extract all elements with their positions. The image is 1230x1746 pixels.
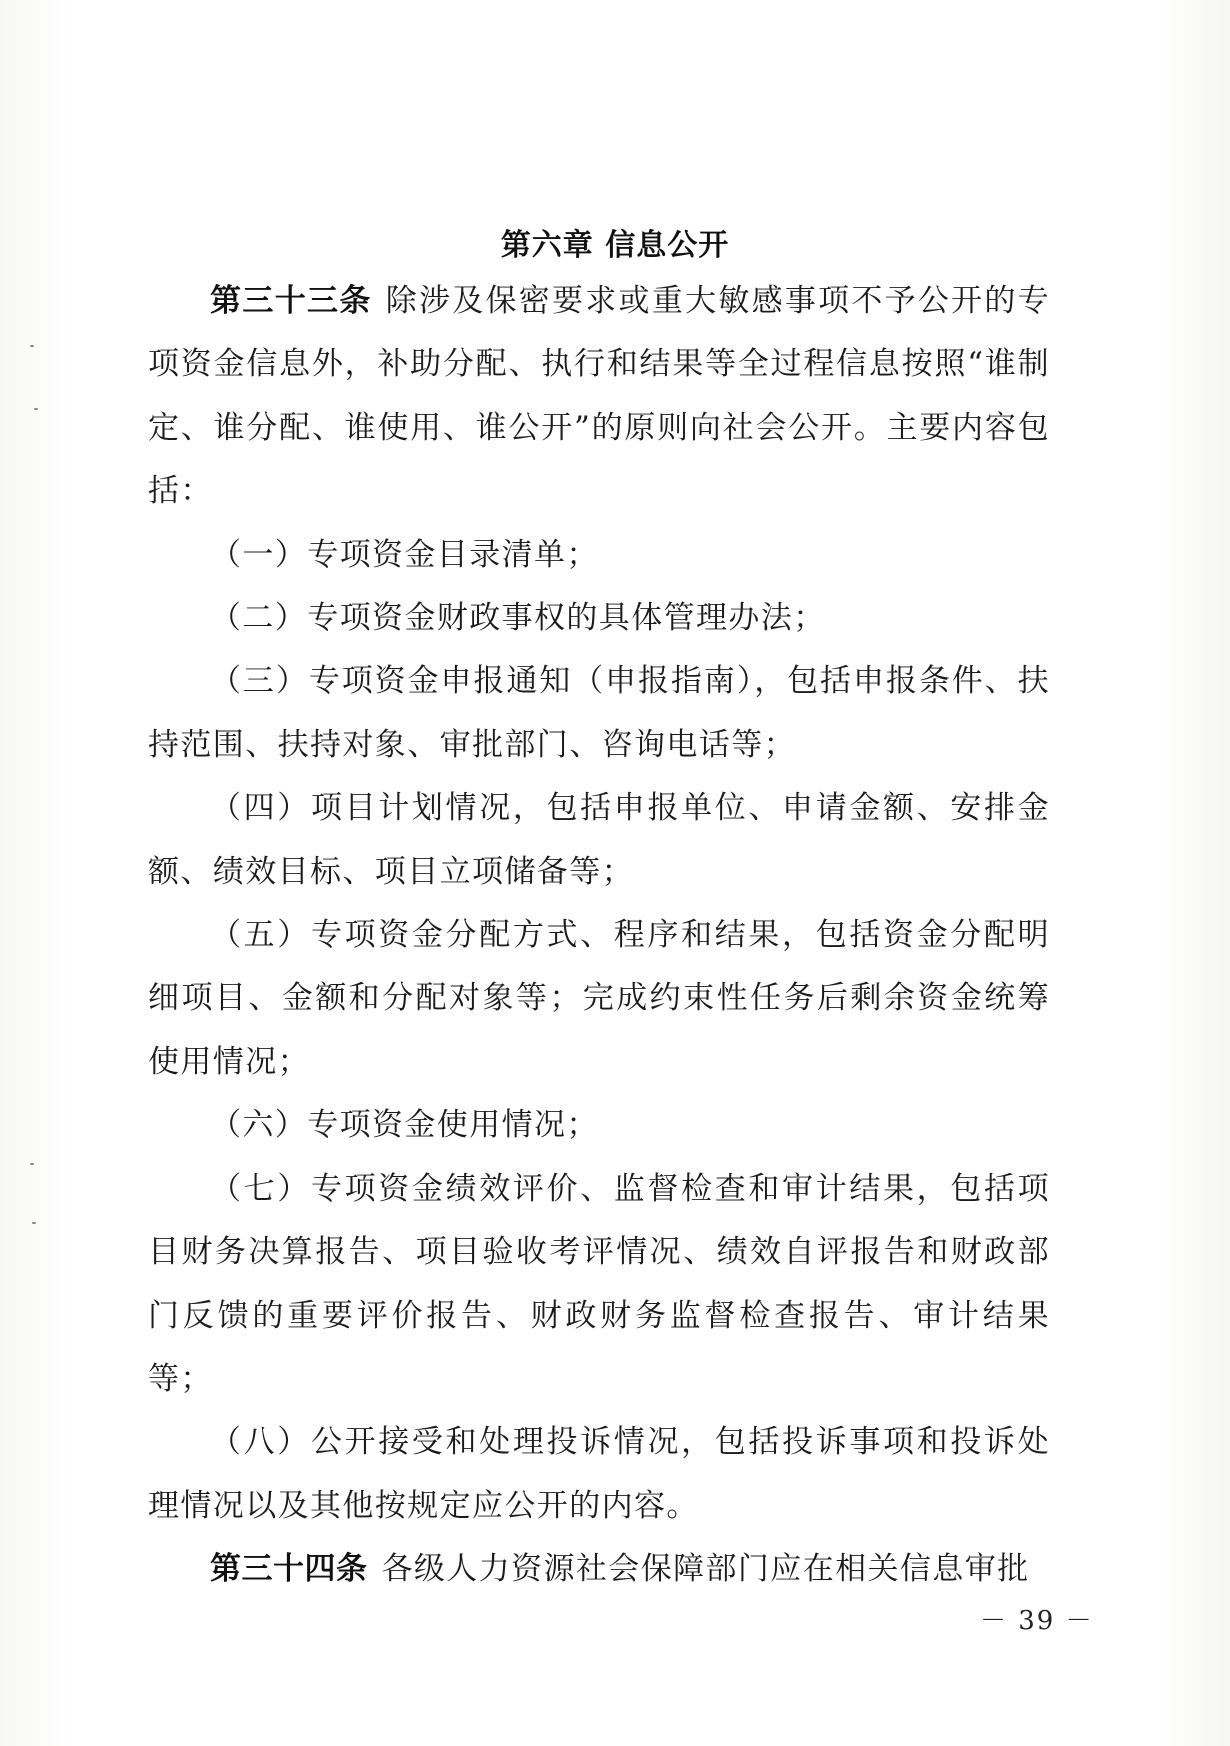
- article-number: 第三十三条: [210, 283, 372, 319]
- list-item-text: （二）专项资金财政事权的具体管理办法；: [210, 600, 826, 637]
- list-item-3: [148, 650, 1050, 777]
- page-number: － 39 －: [980, 1606, 1094, 1636]
- scan-speck: [30, 345, 34, 347]
- chapter-title: 第六章 信息公开: [500, 228, 730, 263]
- scan-speck: [30, 1163, 34, 1165]
- list-item-1: [148, 524, 1050, 587]
- list-item-5: [148, 904, 1050, 1094]
- list-item-text: （三）专项资金申报通知（申报指南），包括申报条件、扶持范围、扶持对象、审批部门、咨询电话等；: [148, 663, 1050, 763]
- list-item-text: （八）公开接受和处理投诉情况，包括投诉事项和投诉处理情况以及其他按规定应公开的内容。: [148, 1424, 1050, 1524]
- document-body: [148, 270, 1050, 1602]
- list-item-text: （五）专项资金分配方式、程序和结果，包括资金分配明细项目、金额和分配对象等；完成约束性任务后剩余资金统筹使用情况；: [148, 917, 1050, 1080]
- list-item-8: [148, 1411, 1050, 1538]
- paragraph-article-34: [148, 1538, 1050, 1601]
- list-item-7: [148, 1158, 1050, 1412]
- list-item-4: [148, 777, 1050, 904]
- list-item-text: （七）专项资金绩效评价、监督检查和审计结果，包括项目财务决算报告、项目验收考评情况、绩效自评报告和财政部门反馈的重要评价报告、财政财务监督检查报告、审计结果等；: [148, 1170, 1050, 1397]
- list-item-2: [148, 587, 1050, 650]
- list-item-text: （六）专项资金使用情况；: [210, 1107, 599, 1144]
- paragraph-text: 各级人力资源社会保障部门应在相关信息审批: [381, 1551, 1030, 1588]
- list-item-6: [148, 1094, 1050, 1157]
- paragraph-text: 除涉及保密要求或重大敏感事项不予公开的专项资金信息外，补助分配、执行和结果等全过程信息按照“谁制定、谁分配、谁使用、谁公开”的原则向社会公开。主要内容包括：: [148, 283, 1051, 510]
- list-item-text: （一）专项资金目录清单；: [210, 536, 599, 573]
- article-number: 第三十四条: [210, 1551, 368, 1588]
- list-item-text: （四）项目计划情况，包括申报单位、申请金额、安排金额、绩效目标、项目立项储备等；: [148, 790, 1050, 890]
- scan-speck: [34, 408, 38, 410]
- scan-speck: [32, 1222, 36, 1224]
- paragraph-article-33: [148, 270, 1050, 524]
